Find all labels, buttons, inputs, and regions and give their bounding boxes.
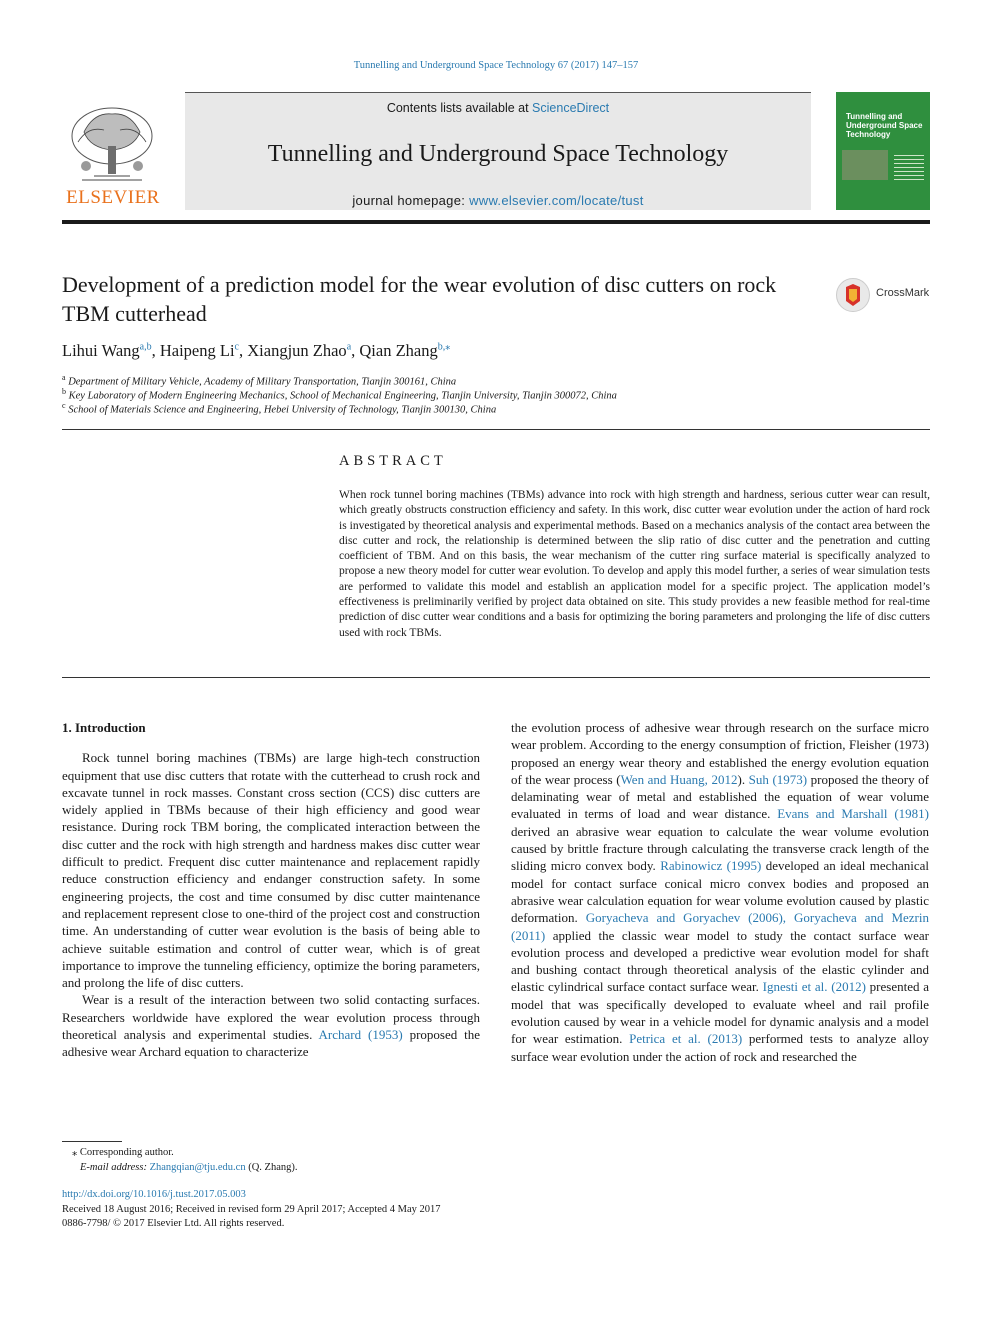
article-title: Development of a prediction model for the wear evolution of disc cutters on rock TBM cutterhead (62, 272, 777, 326)
author-name[interactable]: Lihui Wang (62, 341, 140, 360)
crossmark-badge[interactable] (836, 278, 930, 312)
body-column-left (62, 719, 480, 1061)
author-affiliation-mark[interactable]: a,b (139, 341, 152, 353)
doi-link[interactable]: http://dx.doi.org/10.1016/j.tust.2017.05.003 (62, 1189, 246, 1200)
author-name[interactable]: Qian Zhang (359, 341, 438, 360)
author-name[interactable]: Xiangjun Zhao (247, 341, 347, 360)
paragraph-text: presented a model that was specifically developed to evaluate wheel and rail profile evolution caused by wear in a vehicle model for dynamic analysis and a model for wear estimation. (511, 979, 930, 1047)
homepage-link[interactable]: www.elsevier.com/locate/tust (469, 193, 644, 208)
elsevier-tree-icon (64, 102, 160, 186)
paragraph-text: proposed the theory of delaminating wear of metal and established the equation of wear volume evaluated in terms of load and wear distance. (511, 771, 929, 822)
reference-link[interactable]: Suh (1973) (748, 771, 808, 787)
affiliation-text: School of Materials Science and Engineering, Hebei University of Technology, Tianjin 300130, China (68, 404, 497, 416)
banner-divider (185, 92, 811, 93)
cover-photo (842, 150, 888, 180)
journal-cover[interactable] (836, 92, 930, 210)
body-column-right (511, 719, 929, 1065)
header-rule (62, 220, 930, 224)
cover-text-lines (894, 152, 924, 183)
author-affiliation-mark[interactable]: b,⁎ (437, 341, 451, 353)
email-link[interactable]: Zhangqian@tju.edu.cn (149, 1162, 246, 1173)
reference-link[interactable]: Archard (1953) (318, 1027, 403, 1043)
affiliation-text: Department of Military Vehicle, Academy of Military Transportation, Tianjin 300161, China (68, 376, 457, 388)
author-affiliation-mark[interactable]: c (234, 341, 239, 353)
footnote-rule (62, 1141, 122, 1142)
contents-prefix: Contents lists available at (386, 101, 533, 115)
homepage-prefix: journal homepage: (352, 193, 470, 208)
sciencedirect-link[interactable]: ScienceDirect (532, 101, 610, 115)
corresponding-author-note: ⁎ Corresponding author. (72, 1147, 174, 1158)
reference-link[interactable]: Rabinowicz (1995) (660, 858, 762, 874)
crossmark-label: CrossMark (876, 287, 930, 299)
paragraph-text: derived an abrasive wear equation to calculate the wear volume evolution caused by brittle fracture through calculating the transverse crack length of the sliding micro convex body. (511, 823, 929, 874)
abstract-text: When rock tunnel boring machines (TBMs) advance into rock with high strength and hardness, serious cutter wear can result, which greatly obstructs construction efficiency and safety. In this work, disc cutter wear evolution under the action of hard rock is investigated by theoretical analysis and experimental methods. Based on a mechanics analysis of the contact area between the disc cutter and rock, the relationship is determined between the slip ratio of disc cutter and the penetration and cutting coefficient of TBM. And on this basis, the wear mechanism of the cutter ring surface material is specifically analyzed to propose a new theory model for cutter wear evolution. To develop and apply this model further, a series of wear simulation tests are performed to validate this model and establish an application model for a specific project. The application model’s effectiveness is preliminarily verified by project data obtained on site. This study provides a new feasible method for real-time prediction of disc cutter wear conditions and a basis for optimizing the boring parameters and prolonging the life of disc cutters used with rock TBMs. (339, 489, 930, 639)
paragraph-text: the evolution process of adhesive wear through research on the surface micro wear problem. According to the energy consumption of friction, Fleisher (1973) proposed an energy wear theory and established the energy evolution equation of the wear process ( (511, 720, 929, 787)
reference-link[interactable]: Evans and Marshall (1981) (777, 806, 929, 822)
divider-top-abstract (62, 429, 930, 430)
cover-title: Tunnelling and Underground Space Technology (846, 112, 923, 139)
paragraph-text: developed an ideal mechanical model for contact surface conical micro convex bodies and proposed an abrasive wear calculation equation for wear volume evolution caused by plastic deformation. (511, 858, 929, 926)
affiliation-c (62, 401, 496, 416)
copyright-line: 0886-7798/ © 2017 Elsevier Ltd. All rights reserved. (62, 1218, 285, 1229)
paragraph-text: proposed the adhesive wear Archard equation to characterize (62, 1027, 481, 1060)
affiliation-b (62, 387, 617, 402)
affiliation-text: Key Laboratory of Modern Engineering Mechanics, School of Mechanical Engineering, Tianjin University, Tianjin 300072, China (68, 390, 617, 402)
reference-link[interactable]: Petrica et al. (2013) (629, 1031, 743, 1047)
paragraph-text: ). (737, 771, 749, 787)
journal-citation[interactable]: Tunnelling and Underground Space Technology 67 (2017) 147–157 (353, 60, 639, 71)
divider-bottom-abstract (62, 677, 930, 678)
author-affiliation-mark[interactable]: a (346, 341, 352, 353)
journal-homepage (185, 193, 811, 208)
contents-line (185, 101, 811, 115)
section-heading: 1. Introduction (62, 720, 146, 735)
elsevier-logo (62, 92, 164, 214)
reference-link[interactable]: Goryacheva and Goryachev (2006), Goryacheva and Mezrin (2011) (511, 910, 929, 943)
author-name[interactable]: Haipeng Li (159, 341, 235, 360)
reference-link[interactable]: Ignesti et al. (2012) (762, 979, 866, 995)
paragraph (62, 991, 480, 1060)
affiliation-mark: c (62, 401, 66, 410)
affiliation-mark: b (62, 387, 66, 396)
publisher-name: ELSEVIER (66, 187, 160, 208)
crossmark-icon (836, 278, 870, 312)
reference-link[interactable]: Wen and Huang, 2012 (620, 771, 738, 787)
paragraph-text: performed tests to analyze alloy surface wear evolution under the action of rock and researched the (511, 1031, 929, 1064)
abstract-heading: ABSTRACT (339, 453, 447, 469)
journal-title: Tunnelling and Underground Space Technology (267, 141, 729, 167)
email-label: E-mail address: (80, 1162, 150, 1173)
paragraph-text: applied the classic wear model to study the contact surface wear evolution process and developed a predictive wear evolution model for shaft and bushing contact through theoretical analysis of the elastic cylinder and elastic cylindrical surface contact surface wear. (511, 927, 929, 995)
email-suffix: (Q. Zhang). (245, 1162, 298, 1173)
affiliation-mark: a (62, 373, 66, 382)
received-dates: Received 18 August 2016; Received in revised form 29 April 2017; Accepted 4 May 2017 (62, 1204, 441, 1215)
paragraph-text: Wear is a result of the interaction between two solid contacting surfaces. Researchers worldwide have explored the wear evolution process through theoretical analysis and experimental studies. (62, 992, 480, 1043)
paragraph: Rock tunnel boring machines (TBMs) are large high-tech construction equipment that use disc cutters that rotate with the cutterhead to crush rock and excavate tunnel in rock masses. Constant cross section (CCS) disc cutters are widely applied in TBMs because of their high efficiency and good wear resistance. During rock TBM boring, the complicated interaction between the disc cutter and the rock with high strength and hardness makes disc cutter wear difficult to predict. Frequent disc cutter maintenance and replacement rapidly reduce construction efficiency and endanger construction safety. In some engineering projects, the cost and time consumed by disc cutter maintenance and replacement represent close to one-third of the project cost and construction time. An understanding of cutter wear evolution is the basis of being able to achieve suitable estimation and control of cutter wear, which is of great importance to improve the tunneling efficiency, optimize the boring parameters, and prolong the life of disc cutters. (62, 750, 480, 991)
affiliation-a (62, 373, 456, 388)
email-line (80, 1161, 298, 1175)
paragraph (511, 719, 929, 1065)
author-list: Lihui Wang$^{a,b}$, Haipeng Li$^c$, Xiangjun Zhao$^a$, Qian Zhang$^{b,⁎}$ (62, 341, 451, 360)
